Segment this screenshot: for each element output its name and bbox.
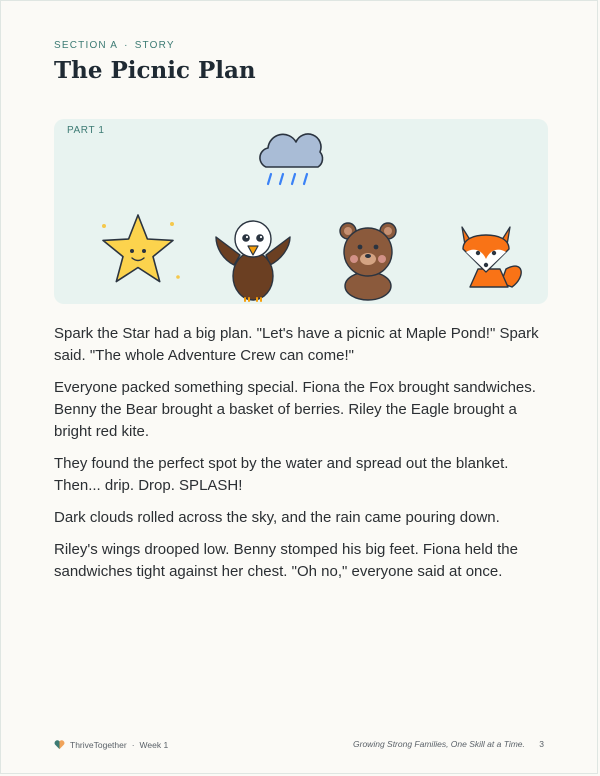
section-eyebrow xyxy=(54,40,175,51)
tagline: Growing Strong Families, One Skill at a Time. xyxy=(353,739,525,749)
section-label: SECTION A xyxy=(54,40,119,51)
star-character xyxy=(102,215,180,282)
footer-separator: · xyxy=(131,739,135,750)
footer-meta xyxy=(353,739,544,749)
rain-cloud-icon xyxy=(260,134,323,184)
illustration-scene xyxy=(54,119,548,304)
footer-brand xyxy=(54,739,168,750)
week-label: Week 1 xyxy=(139,739,169,750)
part-label: PART 1 xyxy=(67,125,105,136)
story-illustration xyxy=(54,119,548,304)
story-paragraph: They found the perfect spot by the water and spread out the blanket. Then... drip. Drop. SPLASH! xyxy=(54,455,509,494)
story-paragraph: Dark clouds rolled across the sky, and the rain came pouring down. xyxy=(54,509,500,526)
eagle-character xyxy=(216,221,290,301)
fox-character xyxy=(462,227,521,287)
category-label: STORY xyxy=(134,40,175,51)
story-paragraph: Spark the Star had a big plan. "Let's have a picnic at Maple Pond!" Spark said. "The whole Adventure Crew can come!" xyxy=(54,325,539,364)
eyebrow-separator: · xyxy=(124,40,129,51)
bear-character xyxy=(340,223,396,300)
story-paragraph: Riley's wings drooped low. Benny stomped his big feet. Fiona held the sandwiches tight against her chest. "Oh no," everyone said at once. xyxy=(54,541,518,580)
page-number: 3 xyxy=(539,739,544,749)
story-text xyxy=(54,323,554,593)
brand-name: ThriveTogether xyxy=(70,739,127,750)
story-paragraph: Everyone packed something special. Fiona the Fox brought sandwiches. Benny the Bear brought a basket of berries. Riley the Eagle brought a bright red kite. xyxy=(54,379,536,440)
page-title: The Picnic Plan xyxy=(54,57,256,84)
heart-logo-icon xyxy=(54,739,65,750)
